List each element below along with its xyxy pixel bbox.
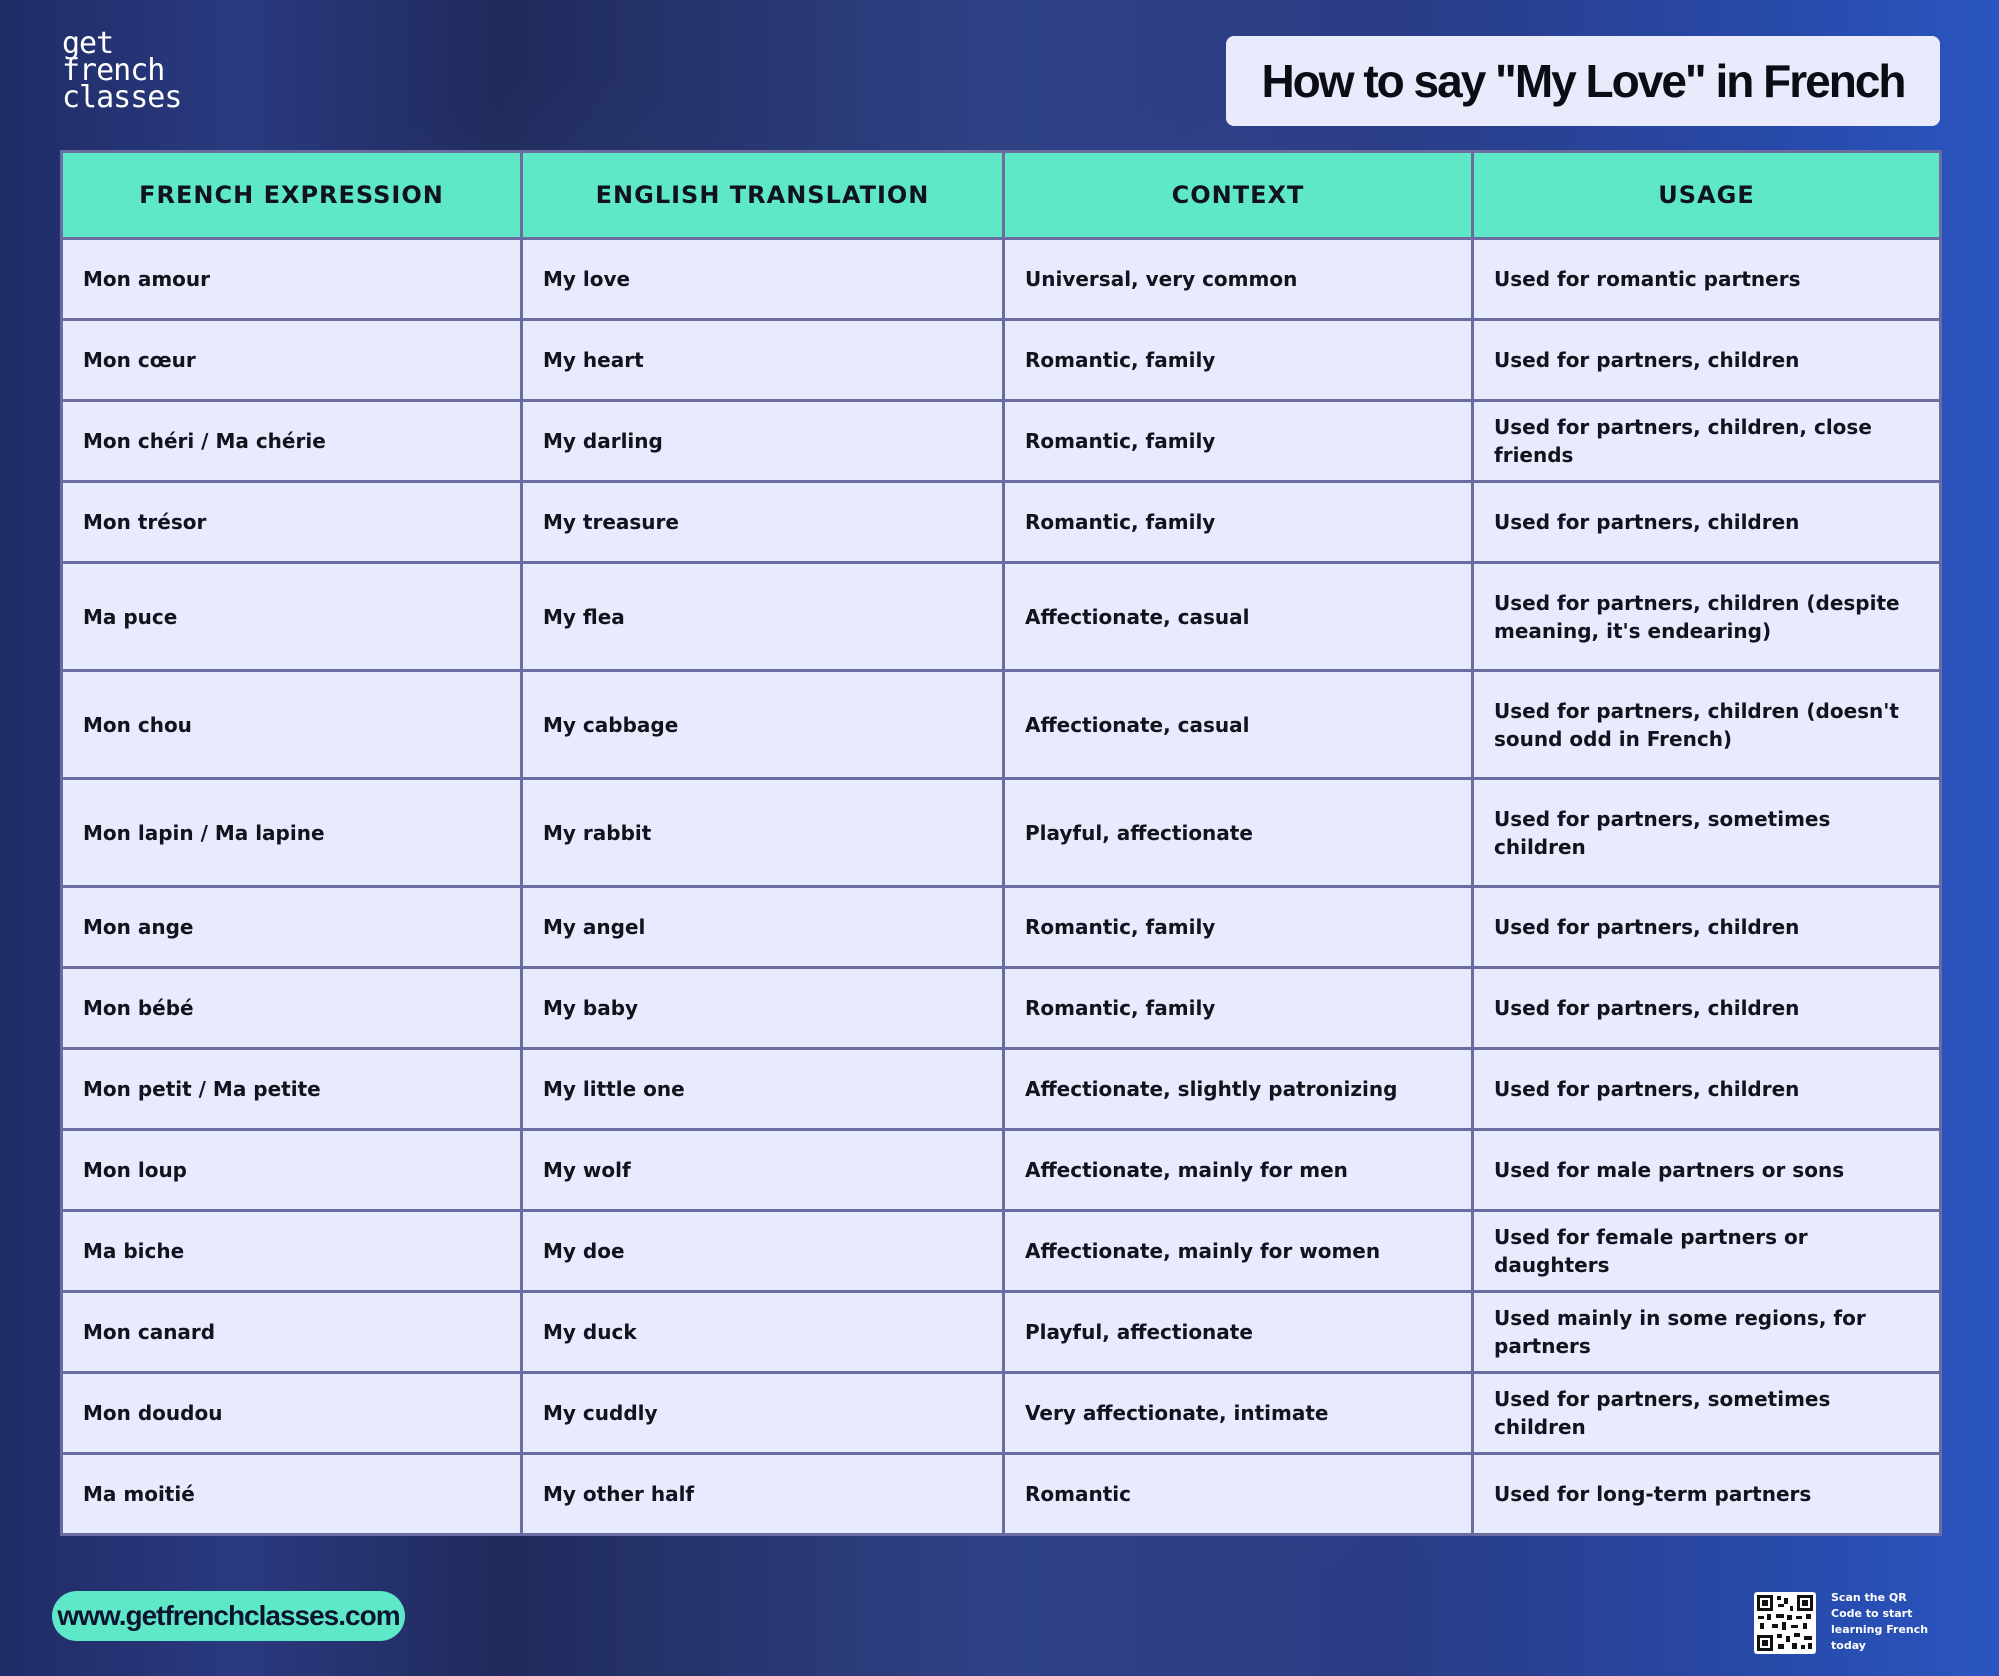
cell-french: Ma puce	[62, 563, 522, 671]
table-row	[62, 968, 1941, 1049]
website-link[interactable]: www.getfrenchclasses.com	[52, 1591, 405, 1641]
cell-context: Romantic, family	[1004, 320, 1473, 401]
cell-english: My little one	[522, 1049, 1004, 1130]
cell-french: Mon doudou	[62, 1373, 522, 1454]
cell-english: My heart	[522, 320, 1004, 401]
cell-french: Mon chou	[62, 671, 522, 779]
header-context: CONTEXT	[1004, 152, 1473, 239]
cell-context: Affectionate, mainly for women	[1004, 1211, 1473, 1292]
cell-usage: Used for partners, children	[1473, 1049, 1941, 1130]
cell-usage: Used for partners, sometimes children	[1473, 1373, 1941, 1454]
cell-french: Mon cœur	[62, 320, 522, 401]
cell-usage: Used for male partners or sons	[1473, 1130, 1941, 1211]
cell-english: My duck	[522, 1292, 1004, 1373]
title-box	[1226, 36, 1940, 126]
cell-english: My cuddly	[522, 1373, 1004, 1454]
cell-english: My angel	[522, 887, 1004, 968]
cell-usage: Used for partners, sometimes children	[1473, 779, 1941, 887]
table-row	[62, 1292, 1941, 1373]
table-row	[62, 401, 1941, 482]
cell-context: Affectionate, slightly patronizing	[1004, 1049, 1473, 1130]
cell-context: Very affectionate, intimate	[1004, 1373, 1473, 1454]
cell-context: Affectionate, casual	[1004, 671, 1473, 779]
cell-english: My doe	[522, 1211, 1004, 1292]
table-row	[62, 1211, 1941, 1292]
qr-code-icon	[1754, 1592, 1816, 1654]
cell-usage: Used mainly in some regions, for partners	[1473, 1292, 1941, 1373]
table-header-row	[62, 152, 1941, 239]
header-french-expression: FRENCH EXPRESSION	[62, 152, 522, 239]
cell-french: Mon bébé	[62, 968, 522, 1049]
cell-context: Playful, affectionate	[1004, 779, 1473, 887]
cell-context: Affectionate, mainly for men	[1004, 1130, 1473, 1211]
cell-usage: Used for partners, children	[1473, 320, 1941, 401]
cell-french: Ma biche	[62, 1211, 522, 1292]
table-row	[62, 1454, 1941, 1535]
cell-usage: Used for female partners or daughters	[1473, 1211, 1941, 1292]
logo-line: get	[62, 26, 114, 61]
table-row	[62, 671, 1941, 779]
cell-context: Romantic	[1004, 1454, 1473, 1535]
expressions-table	[60, 150, 1942, 1536]
cell-english: My treasure	[522, 482, 1004, 563]
cell-english: My rabbit	[522, 779, 1004, 887]
cell-context: Universal, very common	[1004, 239, 1473, 320]
cell-english: My darling	[522, 401, 1004, 482]
cell-context: Romantic, family	[1004, 401, 1473, 482]
logo-line: classes	[62, 80, 182, 115]
cell-usage: Used for partners, children, close friends	[1473, 401, 1941, 482]
cell-english: My love	[522, 239, 1004, 320]
cell-usage: Used for romantic partners	[1473, 239, 1941, 320]
cell-english: My cabbage	[522, 671, 1004, 779]
cell-usage: Used for partners, children (doesn't sound odd in French)	[1473, 671, 1941, 779]
cell-english: My flea	[522, 563, 1004, 671]
cell-french: Mon amour	[62, 239, 522, 320]
cell-french: Mon canard	[62, 1292, 522, 1373]
cell-french: Mon trésor	[62, 482, 522, 563]
cell-french: Mon loup	[62, 1130, 522, 1211]
table-row	[62, 1049, 1941, 1130]
table-row	[62, 887, 1941, 968]
cell-usage: Used for partners, children (despite meaning, it's endearing)	[1473, 563, 1941, 671]
cell-french: Ma moitié	[62, 1454, 522, 1535]
cell-english: My other half	[522, 1454, 1004, 1535]
table-row	[62, 563, 1941, 671]
cell-context: Romantic, family	[1004, 968, 1473, 1049]
table-row	[62, 1373, 1941, 1454]
cell-french: Mon chéri / Ma chérie	[62, 401, 522, 482]
cell-usage: Used for partners, children	[1473, 887, 1941, 968]
cell-context: Playful, affectionate	[1004, 1292, 1473, 1373]
cell-french: Mon lapin / Ma lapine	[62, 779, 522, 887]
table-row	[62, 320, 1941, 401]
table-row	[62, 239, 1941, 320]
cell-context: Affectionate, casual	[1004, 563, 1473, 671]
cell-usage: Used for long-term partners	[1473, 1454, 1941, 1535]
table-row	[62, 1130, 1941, 1211]
cell-french: Mon petit / Ma petite	[62, 1049, 522, 1130]
qr-caption: Scan the QR Code to start learning French today	[1831, 1591, 1929, 1652]
cell-english: My wolf	[522, 1130, 1004, 1211]
table-row	[62, 779, 1941, 887]
header-english-translation: ENGLISH TRANSLATION	[522, 152, 1004, 239]
logo-line: french	[62, 53, 165, 88]
cell-english: My baby	[522, 968, 1004, 1049]
cell-french: Mon ange	[62, 887, 522, 968]
cell-usage: Used for partners, children	[1473, 482, 1941, 563]
header-usage: USAGE	[1473, 152, 1941, 239]
table-row	[62, 482, 1941, 563]
cell-usage: Used for partners, children	[1473, 968, 1941, 1049]
cell-context: Romantic, family	[1004, 887, 1473, 968]
page-title: How to say "My Love" in French	[1261, 55, 1905, 107]
logo	[62, 26, 182, 115]
cell-context: Romantic, family	[1004, 482, 1473, 563]
